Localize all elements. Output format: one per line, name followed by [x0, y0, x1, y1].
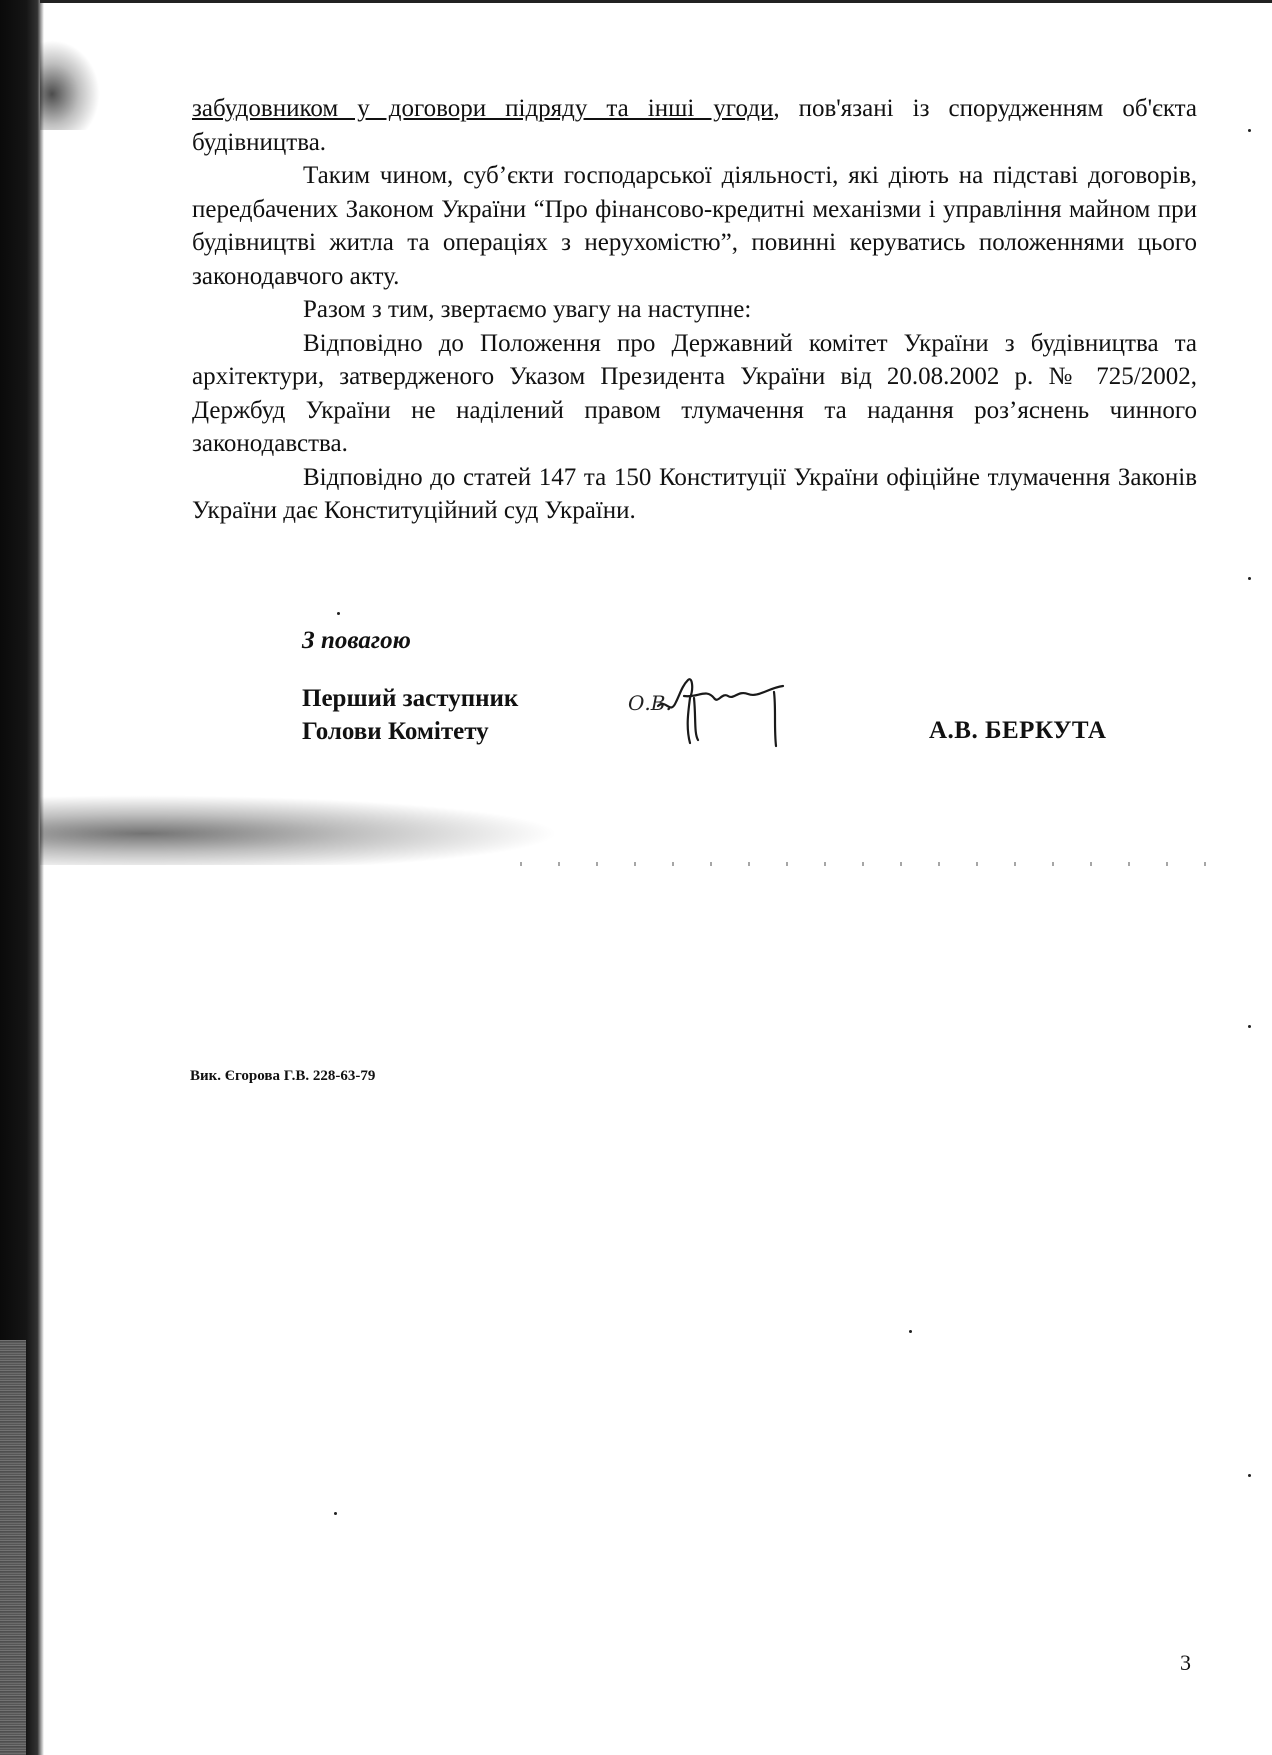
paragraph-2: Таким чином, суб’єкти господарської діяльності, які діють на підставі договорів, передбачених Законом України “Про фінансово-кредитні механізми і управління майном при будівництві житла та операціях з нерухомістю”, повинні керуватись положеннями цього законодавчого акту.	[192, 162, 1197, 290]
handwritten-signature	[618, 668, 798, 753]
scan-left-edge-shadow	[0, 0, 44, 1755]
paragraph-1-underlined-text: забудовником у договори підряду та інші угоди	[192, 95, 774, 122]
executor-contact: Вик. Єгорова Г.В. 228-63-79	[190, 1068, 376, 1084]
closing-greeting: З повагою	[302, 627, 411, 654]
signer-name: А.В. БЕРКУТА	[929, 717, 1107, 744]
scan-left-edge-noise	[0, 1340, 26, 1755]
page-number: 3	[1180, 1650, 1191, 1675]
scan-noise-line	[520, 862, 1220, 866]
paragraph-3: Разом з тим, звертаємо увагу на наступне:	[303, 296, 752, 323]
signer-title-line-2: Голови Комітету	[302, 718, 489, 745]
scan-speck	[1248, 1474, 1251, 1477]
paragraph-5: Відповідно до статей 147 та 150 Конституції України офіційне тлумачення Законів України дає Конституційний суд України.	[192, 463, 1197, 524]
paragraph-1	[192, 92, 1197, 159]
scan-top-edge	[40, 0, 1272, 3]
signer-title-line-1: Перший заступник	[302, 685, 519, 712]
scan-speck	[337, 612, 340, 615]
scan-speck	[909, 1330, 912, 1333]
scan-speck	[1248, 577, 1251, 580]
scan-corner-smudge	[40, 40, 100, 130]
scan-speck	[1248, 1025, 1251, 1028]
paragraph-1-text: , пов'язані із спорудженням об'єкта будівництва.	[192, 95, 1197, 156]
signer-title	[302, 682, 518, 748]
scan-speck	[1248, 129, 1251, 132]
scan-smudge	[40, 795, 560, 865]
letter-body	[192, 92, 1197, 528]
paragraph-4: Відповідно до Положення про Державний комітет України з будівництва та архітектури, затвердженого Указом Президента України від 20.08.2002 р. № 725/2002, Держбуд України не наділений правом тлумачення та надання роз’яснень чинного законодавства.	[192, 329, 1197, 457]
signature-initials: О.В.	[628, 691, 672, 715]
scan-speck	[334, 1512, 337, 1515]
